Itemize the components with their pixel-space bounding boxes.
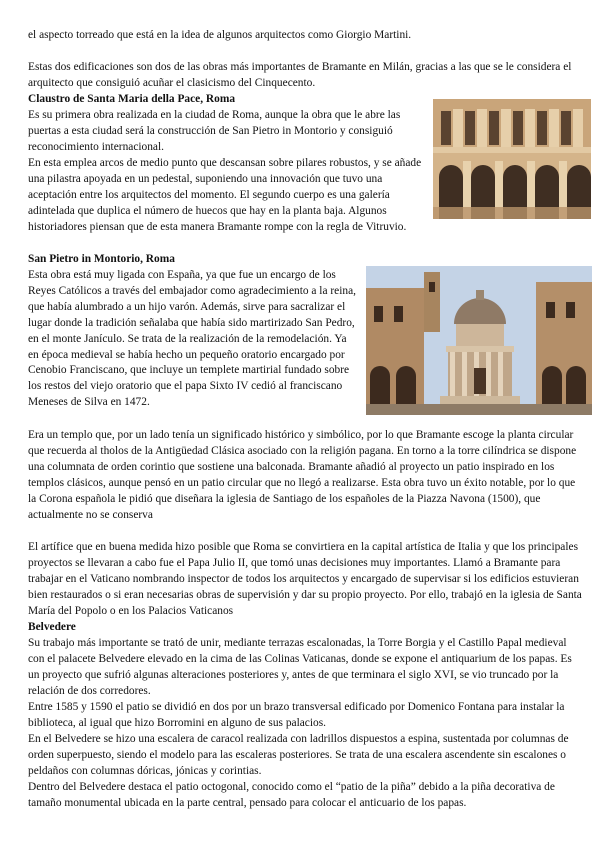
- section-heading-san-pietro: San Pietro in Montorio, Roma: [28, 253, 175, 265]
- san-pietro-paragraph-1: Esta obra está muy ligada con España, ya que fue un encargo de los Reyes Católicos a través del embajador como agradecimiento a la reina, que había alumbrado a un hijo varón. Además, sirve para sacralizar el lugar donde la tradición señalaba que había sido martirizado San Pedro, en el monte Janículo. Se trata de la realización de la remodelación. Ya en época medieval se había hecho un pequeño oratorio encargado por Cenobio Franciscano, que incluye un templete martirial fundado sobre los restos del viejo oratorio que el papa Sixto IV cedió al franciscano Meneses de Silva en 1472.: [28, 269, 356, 409]
- san-pietro-paragraph-2: Era un templo que, por un lado tenía un significado histórico y simbólico, por lo que Bramante escoge la planta circular que recuerda al tholos de la Antigüedad Clásica asociado con la religión pagana. En torno a la torre cilíndrica se dispone una columnata de orden corintio que sostiene una balconada. Bramante añadió al proyecto un patio inspirado en los templos clásicos, aunque pensó en un patio circular que no llegó a realizarse. Esta obra tuvo un éxito notable, por lo que la Corona española le pidió que diseñara la iglesia de Santiago de los españoles de la Piazza Navona (1500), que actualmente no se conserva: [28, 429, 577, 521]
- cloister-photo: [433, 99, 591, 219]
- section-heading-santa-maria: Claustro de Santa Maria della Pace, Roma: [28, 93, 236, 105]
- section-heading-belvedere: Belvedere: [28, 621, 76, 633]
- belvedere-paragraph-3: En el Belvedere se hizo una escalera de caracol realizada con ladrillos dispuestos a espina, sustentada por columnas de orden superpuesto, siendo el modelo para las escaleras posteriores. Se trata de una escalera ascendente sin escalones o peldaños con columnas dóricas, jónicas y corintias.: [28, 733, 569, 777]
- intro-paragraph: Estas dos edificaciones son dos de las obras más importantes de Bramante en Milán, gracias a las que se le considera el arquitecto que consiguió acuñar el clasicismo del Cinquecento.: [28, 61, 572, 89]
- santa-maria-paragraph-2: En esta emplea arcos de medio punto que descansan sobre pilares robustos, y se añade una pilastra apoyada en un pedestal, suponiendo una innovación que tuvo una aceptación entre los arquitectos del momento. El segundo cuerpo es una galería adintelada que duplica el número de huecos que hay en la planta baja. Algunos historiadores piensan que de esta manera Bramante rompe con la regla de Vitruvio.: [28, 157, 422, 233]
- intro-line: el aspecto torreado que está en la idea de algunos arquitectos como Giorgio Martini.: [28, 29, 412, 41]
- santa-maria-paragraph-1: Es su primera obra realizada en la ciudad de Roma, aunque la obra que le abre las puertas a esta ciudad será la construcción de San Pietro in Montorio y consiguió reconocimiento internacional.: [28, 109, 401, 153]
- belvedere-paragraph-2: Entre 1585 y 1590 el patio se dividió en dos por un brazo transversal edificado por Domenico Fontana para instalar la biblioteca, al igual que hizo Borromini en alguno de sus palacios.: [28, 701, 565, 729]
- artifice-paragraph: El artífice que en buena medida hizo posible que Roma se convirtiera en la capital artística de Italia y que los principales proyectos se llevaran a cabo fue el Papa Julio II, que tomó unas decisiones muy importantes. Llamó a Bramante para trabajar en el Vaticano nombrando inspector de todos los arquitectos y encargado de supervisar si los edificios estuvieran bien restaurados o si eran necesarias obras de supervisión y dar su propio proyecto. Por ello, trabajó en la iglesia de Santa María del Popolo o en los Palacios Vaticanos: [28, 541, 582, 617]
- belvedere-paragraph-1: Su trabajo más importante se trató de unir, mediante terrazas escalonadas, la Torre Borgia y el Castillo Papal medieval con el palacete Belvedere elevado en la cima de las Colinas Vaticanas, donde se expone el antiquarium de los papas. Es un proyecto que sufrió algunas alteraciones posteriores y, antes de que terminara el siglo XVI, se vio truncado por la relación de dos corredores.: [28, 637, 572, 697]
- tempietto-photo: [366, 266, 592, 415]
- belvedere-paragraph-4: Dentro del Belvedere destaca el patio octogonal, conocido como el “patio de la piña” debido a la piña decorativa de tamaño monumental ubicada en la parte central, pensado para colocar el anticuario de los papas.: [28, 781, 555, 809]
